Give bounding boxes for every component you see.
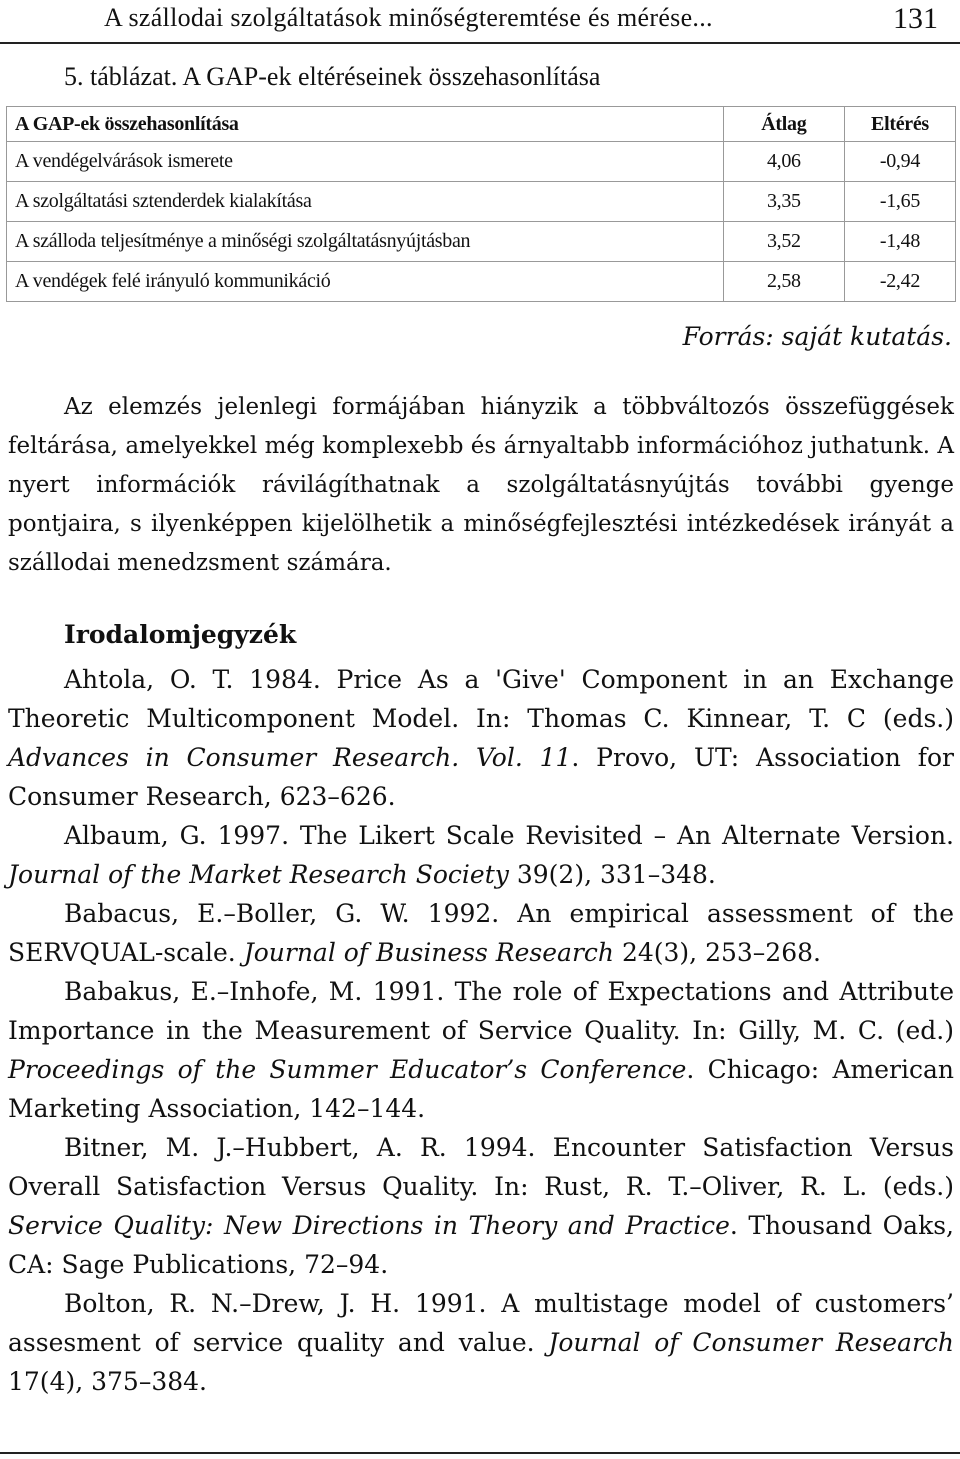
entry-text-end: . Chicago: American Marketing Association, 142–144. bbox=[8, 1055, 954, 1123]
entry-source-title: Service Quality: New Directions in Theory and Practice bbox=[8, 1211, 730, 1240]
entry-source-title: Journal of the Market Research Society bbox=[8, 860, 509, 889]
bibliography-entry bbox=[8, 1128, 954, 1284]
entry-text: Ahtola, O. T. 1984. Price As a 'Give' Component in an Exchange Theoretic Multicomponent Model. In: Thomas C. Kinnear, T. C (eds.) bbox=[8, 665, 954, 733]
row-average: 2,58 bbox=[723, 262, 844, 302]
row-label: A szolgáltatási sztenderdek kialakítása bbox=[7, 182, 724, 222]
entry-text: Babakus, E.–Inhofe, M. 1991. The role of Expectations and Attribute Importance in the Measurement of Service Quality. In: Gilly, M. C. (ed.) bbox=[8, 977, 954, 1045]
entry-source-title: Journal of Consumer Research bbox=[548, 1328, 954, 1357]
row-average: 3,52 bbox=[723, 222, 844, 262]
table-caption: 5. táblázat. A GAP-ek eltéréseinek összehasonlítása bbox=[64, 62, 601, 91]
page-number: 131 bbox=[893, 2, 938, 35]
entry-source-title: Journal of Business Research bbox=[243, 938, 615, 967]
bibliography-entry bbox=[8, 1284, 954, 1401]
row-deviation: -1,48 bbox=[844, 222, 955, 262]
column-header-average: Átlag bbox=[723, 107, 844, 142]
table-row bbox=[7, 262, 956, 302]
entry-text-end: 17(4), 375–384. bbox=[8, 1367, 207, 1396]
body-paragraph: Az elemzés jelenlegi formájában hiányzik a többváltozós összefüggések feltárása, amelyekkel még komplexebb és árnyaltabb információhoz juthatunk. A nyert információk rávilágíthatnak a szolgáltatásnyújtás további gyenge pontjaira, s ilyenképpen kijelölhetik a minőségfejlesztési intézkedések irányát a szállodai menedzsment számára. bbox=[8, 394, 954, 576]
entry-text: Albaum, G. 1997. The Likert Scale Revisited – An Alternate Version. bbox=[64, 821, 954, 850]
entry-text: Bitner, M. J.–Hubbert, A. R. 1994. Encounter Satisfaction Versus Overall Satisfaction Versus Quality. In: Rust, R. T.–Oliver, R. L. (eds.) bbox=[8, 1133, 954, 1201]
row-label: A szálloda teljesítménye a minőségi szolgáltatásnyújtásban bbox=[7, 222, 724, 262]
bibliography-entry bbox=[8, 660, 954, 816]
running-header bbox=[0, 0, 960, 44]
entry-source-title: Advances in Consumer Research. Vol. 11 bbox=[8, 743, 572, 772]
column-header-deviation: Eltérés bbox=[844, 107, 955, 142]
table-row bbox=[7, 142, 956, 182]
table-source-note: Forrás: saját kutatás. bbox=[682, 322, 952, 351]
gap-comparison-table bbox=[6, 106, 956, 302]
row-deviation: -0,94 bbox=[844, 142, 955, 182]
bibliography-heading: Irodalomjegyzék bbox=[64, 620, 297, 649]
column-header-gap: A GAP-ek összehasonlítása bbox=[7, 107, 724, 142]
row-average: 4,06 bbox=[723, 142, 844, 182]
table-header-row bbox=[7, 107, 956, 142]
entry-text: Bolton, R. N.–Drew, J. H. 1991. A multistage model of customers’ assesment of service quality and value. bbox=[8, 1289, 954, 1357]
bibliography-list bbox=[8, 660, 954, 1401]
entry-text: Babacus, E.–Boller, G. W. 1992. An empirical assessment of the SERVQUAL-scale. bbox=[8, 899, 954, 967]
running-title: A szállodai szolgáltatások minőségteremtése és mérése... bbox=[104, 3, 713, 32]
entry-source-title: Proceedings of the Summer Educator’s Conference bbox=[8, 1055, 687, 1084]
row-label: A vendégek felé irányuló kommunikáció bbox=[7, 262, 724, 302]
bibliography-entry bbox=[8, 816, 954, 894]
row-deviation: -1,65 bbox=[844, 182, 955, 222]
row-average: 3,35 bbox=[723, 182, 844, 222]
row-label: A vendégelvárások ismerete bbox=[7, 142, 724, 182]
table-row bbox=[7, 222, 956, 262]
bibliography-entry bbox=[8, 894, 954, 972]
row-deviation: -2,42 bbox=[844, 262, 955, 302]
entry-text-end: 24(3), 253–268. bbox=[614, 938, 821, 967]
table-row bbox=[7, 182, 956, 222]
entry-text-end: 39(2), 331–348. bbox=[508, 860, 716, 889]
entry-text-end: . Thousand Oaks, CA: Sage Publications, 72–94. bbox=[8, 1211, 954, 1279]
footer-rule bbox=[0, 1452, 960, 1454]
bibliography-entry bbox=[8, 972, 954, 1128]
entry-text-end: . Provo, UT: Association for Consumer Research, 623–626. bbox=[8, 743, 954, 811]
